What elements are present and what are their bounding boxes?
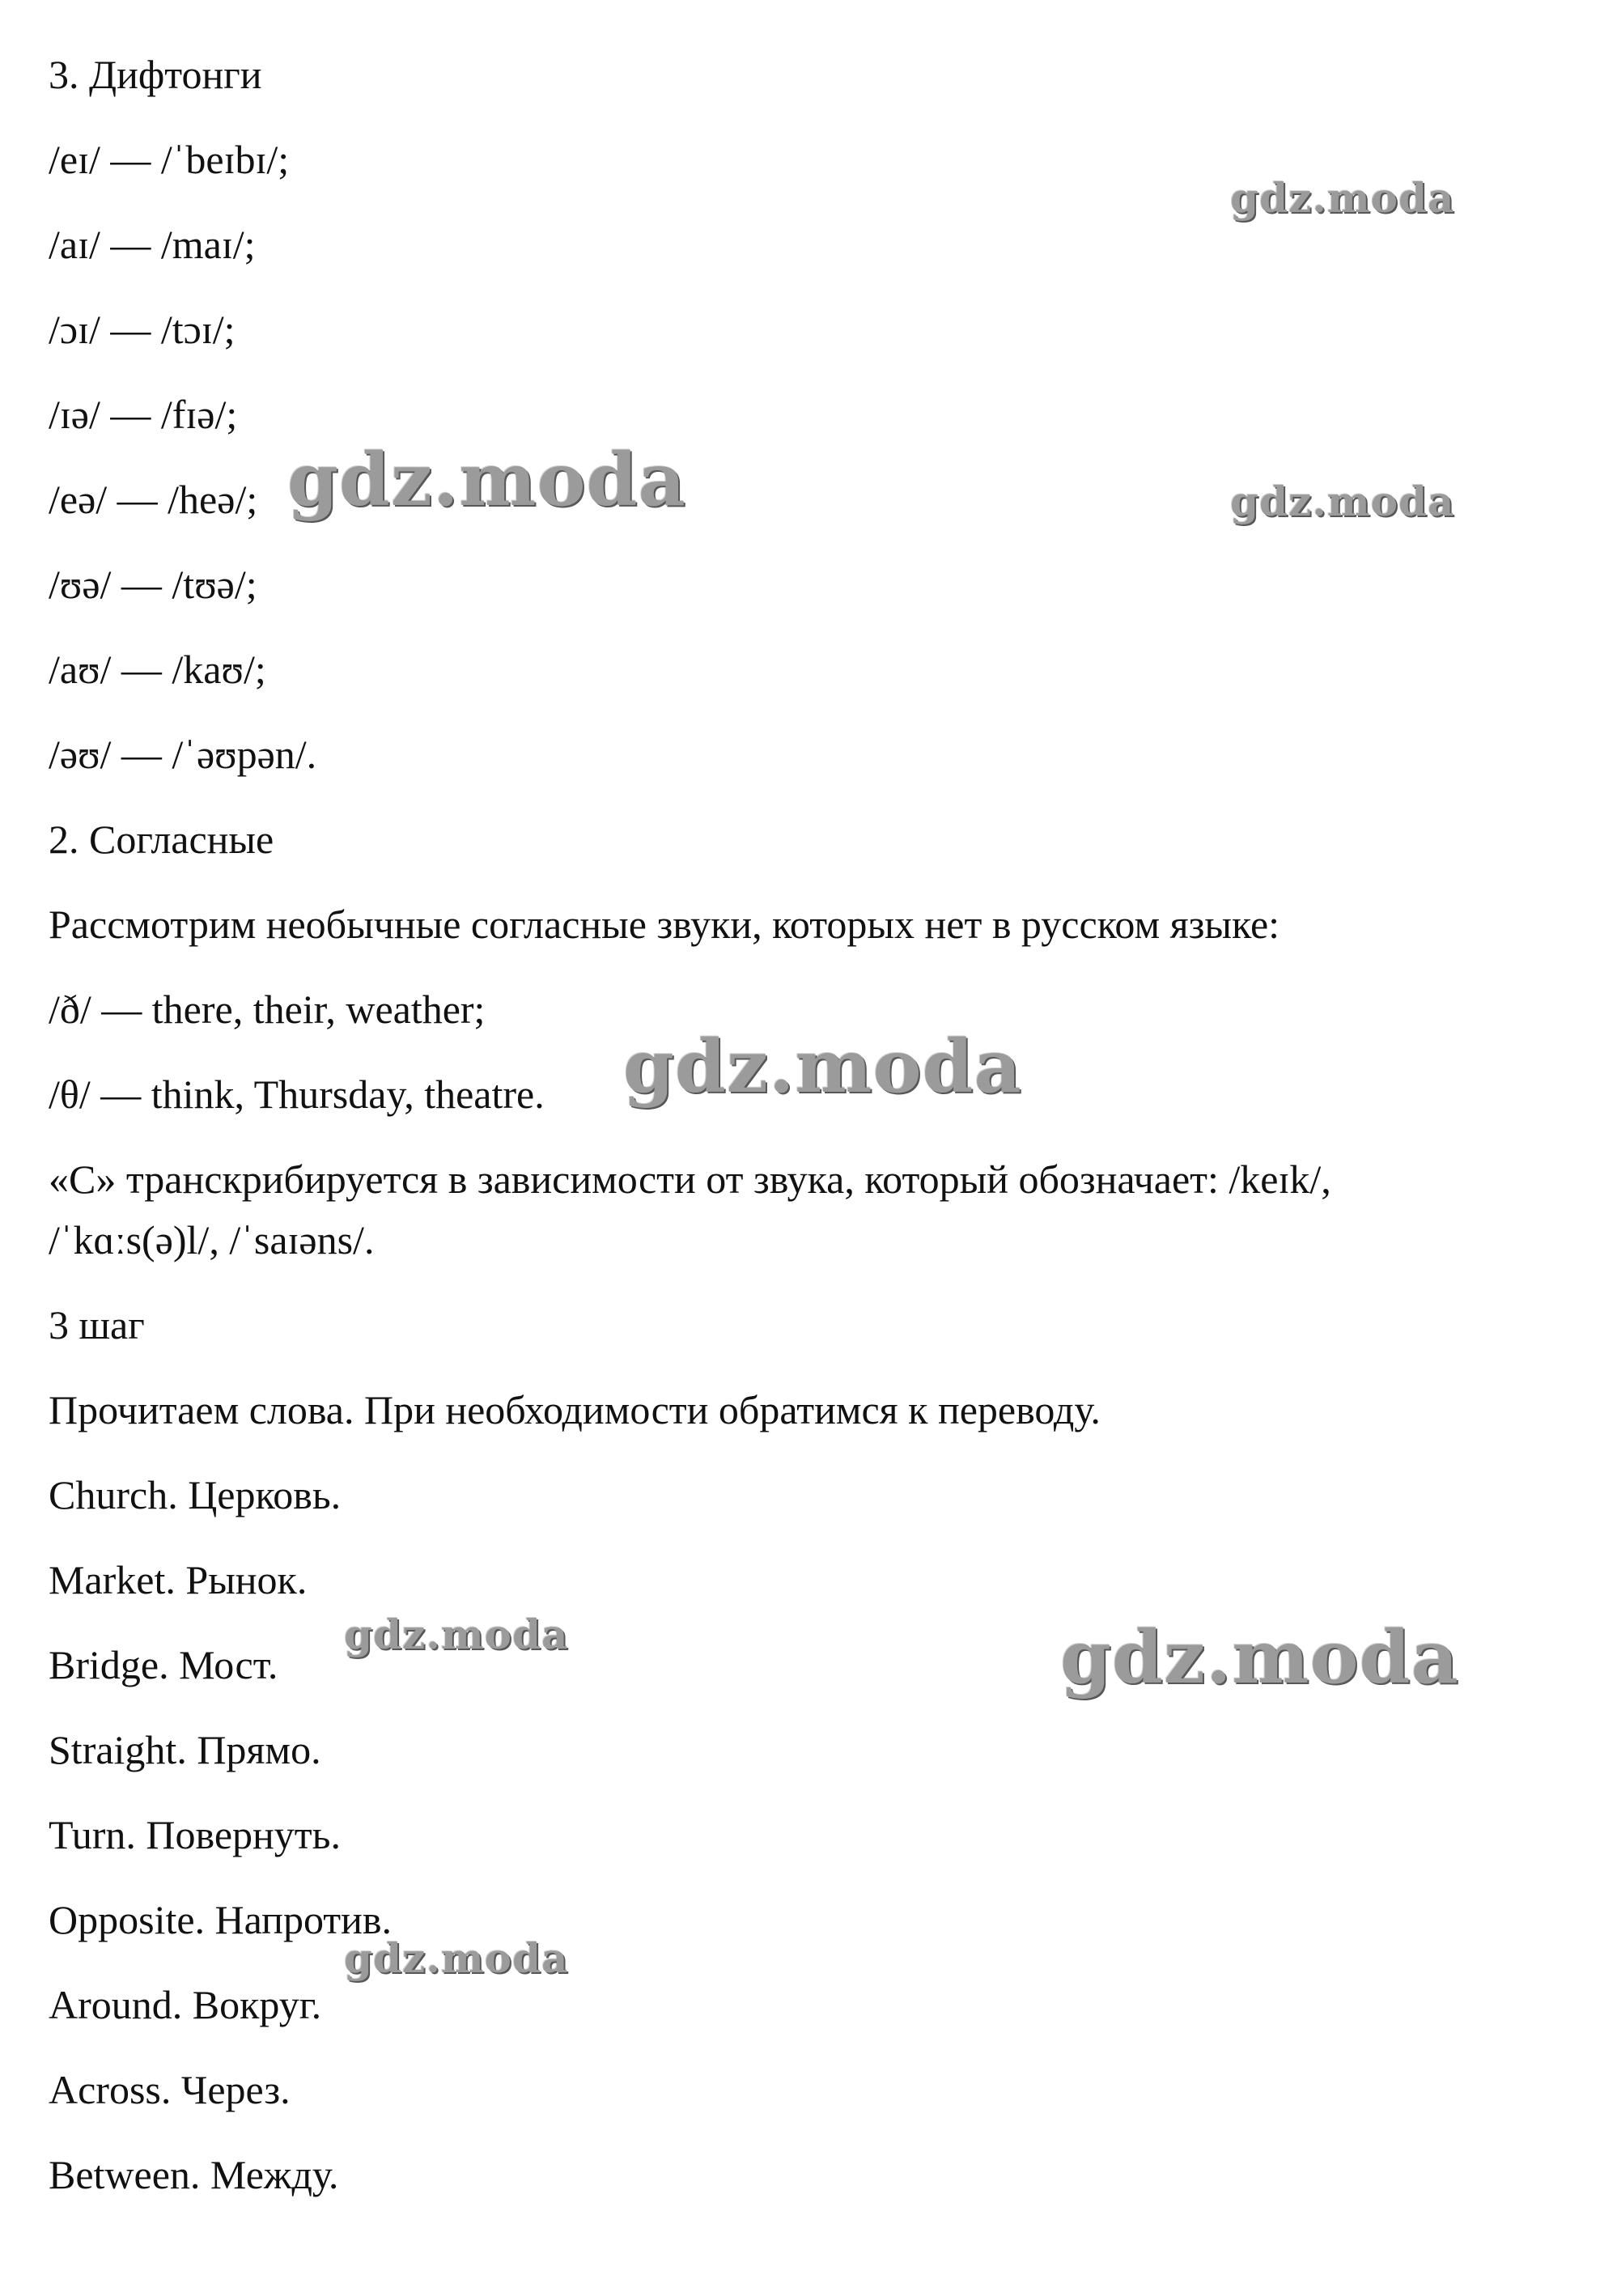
step-3-intro: Прочитаем слова. При необходимости обратимся к переводу. [49, 1387, 1101, 1432]
word-turn: Turn. Повернуть. [49, 1812, 341, 1857]
watermark: gdz.moda [344, 1611, 569, 1658]
watermark: gdz.moda [344, 1934, 569, 1982]
diphthong-ie: /ɪə/ — /fɪə/; [49, 392, 238, 437]
diphthong-ai: /aɪ/ — /maɪ/; [49, 222, 256, 267]
diphthong-ee: /eə/ — /heə/; [49, 477, 258, 522]
watermark: gdz.moda [1230, 174, 1455, 222]
heading-consonants: 2. Согласные [49, 817, 274, 862]
consonant-theta: /θ/ — think, Thursday, theatre. [49, 1072, 545, 1117]
diphthong-ei: /eɪ/ — /ˈbeɪbɪ/; [49, 137, 290, 182]
diphthong-eu: /əʊ/ — /ˈəʊpən/. [49, 732, 317, 777]
word-church: Church. Церковь. [49, 1472, 342, 1517]
word-opposite: Opposite. Напротив. [49, 1897, 392, 1942]
watermark: gdz.moda [1230, 477, 1455, 525]
diphthong-ue: /ʊə/ — /tʊə/; [49, 562, 257, 607]
word-bridge: Bridge. Мост. [49, 1642, 278, 1687]
letter-c-note: «С» транскрибируется в зависимости от звука, который обозначает: /keɪk/, [49, 1156, 1331, 1202]
word-market: Market. Рынок. [49, 1557, 308, 1602]
word-across: Across. Через. [49, 2067, 291, 2112]
heading-diphthongs: 3. Дифтонги [49, 52, 262, 97]
diphthong-au: /aʊ/ — /kaʊ/; [49, 647, 266, 692]
word-straight: Straight. Прямо. [49, 1727, 321, 1772]
diphthong-oi: /ɔɪ/ — /tɔɪ/; [49, 307, 236, 352]
watermark: gdz.moda [287, 437, 686, 523]
consonants-intro: Рассмотрим необычные согласные звуки, которых нет в русском языке: [49, 902, 1280, 947]
consonant-eth: /ð/ — there, their, weather; [49, 987, 486, 1032]
word-around: Around. Вокруг. [49, 1982, 322, 2027]
letter-c-note-cont: /ˈkɑːs(ə)l/, /ˈsaɪəns/. [49, 1217, 375, 1263]
watermark: gdz.moda [1060, 1615, 1459, 1700]
word-between: Between. Между. [49, 2152, 339, 2197]
heading-step-3: 3 шаг [49, 1302, 145, 1347]
watermark: gdz.moda [623, 1024, 1022, 1110]
